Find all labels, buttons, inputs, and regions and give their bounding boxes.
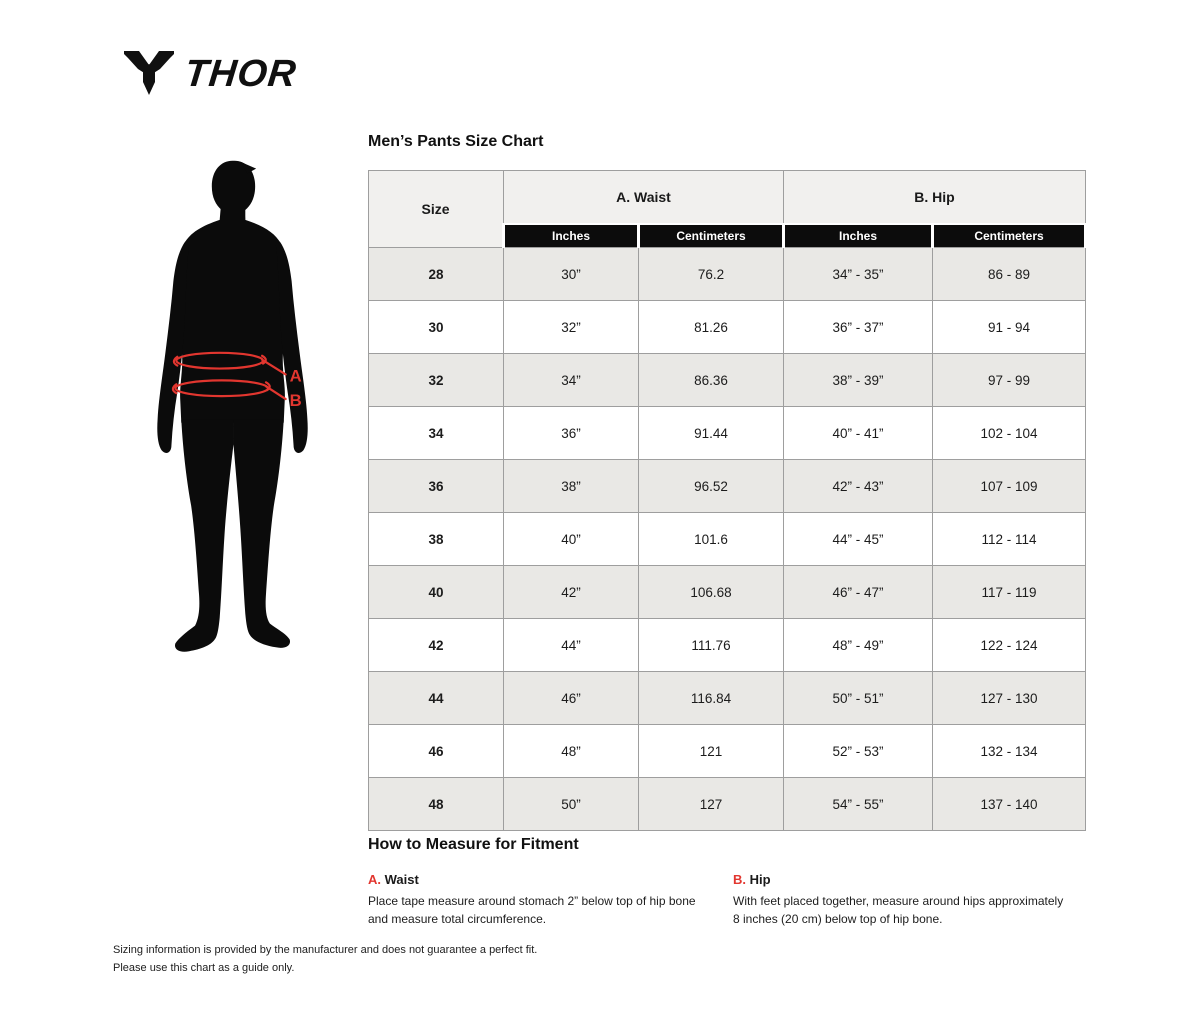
cell-waist-in: 44” xyxy=(504,619,639,672)
cell-waist-in: 48” xyxy=(504,725,639,778)
cell-hip-in: 38” - 39” xyxy=(784,354,933,407)
disclaimer xyxy=(113,942,537,977)
table-row xyxy=(369,778,1086,831)
cell-hip-cm: 117 - 119 xyxy=(933,566,1086,619)
howto-hip-name: Hip xyxy=(749,872,771,887)
cell-hip-cm: 132 - 134 xyxy=(933,725,1086,778)
thor-logo-svg xyxy=(122,44,322,98)
col-header-hip: B. Hip xyxy=(784,171,1086,225)
cell-hip-in: 40” - 41” xyxy=(784,407,933,460)
cell-size: 38 xyxy=(369,513,504,566)
cell-hip-cm: 91 - 94 xyxy=(933,301,1086,354)
page-title: Men’s Pants Size Chart xyxy=(368,133,544,150)
table-row xyxy=(369,407,1086,460)
cell-hip-cm: 112 - 114 xyxy=(933,513,1086,566)
howto-waist-name: Waist xyxy=(384,872,419,887)
cell-size: 32 xyxy=(369,354,504,407)
cell-hip-in: 48” - 49” xyxy=(784,619,933,672)
howto-hip-letter: B. xyxy=(733,872,746,887)
table-row xyxy=(369,301,1086,354)
measurement-figure xyxy=(134,155,331,655)
cell-waist-in: 36” xyxy=(504,407,639,460)
table-row xyxy=(369,566,1086,619)
table-row xyxy=(369,248,1086,301)
table-row xyxy=(369,513,1086,566)
cell-waist-in: 40” xyxy=(504,513,639,566)
subheader-waist-inches: Inches xyxy=(504,224,639,248)
cell-waist-cm: 91.44 xyxy=(639,407,784,460)
howto-waist-label xyxy=(368,872,703,887)
cell-hip-in: 44” - 45” xyxy=(784,513,933,566)
cell-size: 48 xyxy=(369,778,504,831)
cell-waist-cm: 116.84 xyxy=(639,672,784,725)
howto-hip-label xyxy=(733,872,1068,887)
size-table-container xyxy=(368,170,1087,831)
cell-waist-cm: 127 xyxy=(639,778,784,831)
table-row xyxy=(369,354,1086,407)
male-silhouette xyxy=(134,155,331,655)
table-row xyxy=(369,460,1086,513)
waist-label-a: A xyxy=(289,366,302,386)
cell-hip-in: 42” - 43” xyxy=(784,460,933,513)
cell-waist-cm: 76.2 xyxy=(639,248,784,301)
thor-wordmark: THOR xyxy=(182,53,299,95)
cell-waist-cm: 101.6 xyxy=(639,513,784,566)
hip-label-b: B xyxy=(289,390,302,410)
disclaimer-line-1: Sizing information is provided by the manufacturer and does not guarantee a perfect fit. xyxy=(113,944,538,956)
thor-horns-icon xyxy=(124,51,174,95)
howto-title: How to Measure for Fitment xyxy=(368,836,579,853)
cell-hip-in: 36” - 37” xyxy=(784,301,933,354)
cell-hip-cm: 97 - 99 xyxy=(933,354,1086,407)
cell-hip-in: 46” - 47” xyxy=(784,566,933,619)
disclaimer-line-2: Please use this chart as a guide only. xyxy=(113,961,295,974)
cell-hip-in: 34” - 35” xyxy=(784,248,933,301)
cell-hip-cm: 127 - 130 xyxy=(933,672,1086,725)
size-table-body xyxy=(369,248,1086,831)
cell-waist-cm: 96.52 xyxy=(639,460,784,513)
subheader-hip-centimeters: Centimeters xyxy=(933,224,1086,248)
cell-hip-in: 52” - 53” xyxy=(784,725,933,778)
silhouette-body xyxy=(157,161,307,652)
cell-hip-cm: 102 - 104 xyxy=(933,407,1086,460)
table-row xyxy=(369,725,1086,778)
cell-size: 40 xyxy=(369,566,504,619)
cell-waist-cm: 81.26 xyxy=(639,301,784,354)
cell-waist-cm: 121 xyxy=(639,725,784,778)
howto-section xyxy=(368,836,1088,928)
cell-size: 28 xyxy=(369,248,504,301)
cell-waist-cm: 86.36 xyxy=(639,354,784,407)
cell-waist-in: 34” xyxy=(504,354,639,407)
table-row xyxy=(369,619,1086,672)
table-header-row xyxy=(369,171,1086,225)
cell-hip-cm: 86 - 89 xyxy=(933,248,1086,301)
cell-waist-cm: 106.68 xyxy=(639,566,784,619)
table-row xyxy=(369,672,1086,725)
size-table xyxy=(368,170,1087,831)
cell-size: 34 xyxy=(369,407,504,460)
col-header-size: Size xyxy=(369,171,504,248)
cell-waist-in: 46” xyxy=(504,672,639,725)
cell-waist-in: 42” xyxy=(504,566,639,619)
cell-size: 44 xyxy=(369,672,504,725)
cell-hip-cm: 122 - 124 xyxy=(933,619,1086,672)
cell-size: 42 xyxy=(369,619,504,672)
cell-size: 36 xyxy=(369,460,504,513)
subheader-waist-centimeters: Centimeters xyxy=(639,224,784,248)
cell-size: 30 xyxy=(369,301,504,354)
cell-hip-in: 54” - 55” xyxy=(784,778,933,831)
howto-waist-letter: A. xyxy=(368,872,381,887)
cell-hip-cm: 107 - 109 xyxy=(933,460,1086,513)
cell-waist-cm: 111.76 xyxy=(639,619,784,672)
cell-waist-in: 50” xyxy=(504,778,639,831)
thor-logo xyxy=(122,44,322,98)
cell-hip-cm: 137 - 140 xyxy=(933,778,1086,831)
cell-waist-in: 38” xyxy=(504,460,639,513)
cell-size: 46 xyxy=(369,725,504,778)
col-header-waist: A. Waist xyxy=(504,171,784,225)
cell-waist-in: 32” xyxy=(504,301,639,354)
subheader-hip-inches: Inches xyxy=(784,224,933,248)
howto-waist xyxy=(368,872,703,928)
howto-hip-text: With feet placed together, measure around hips approximately 8 inches (20 cm) below top of hip bone. xyxy=(733,894,1064,926)
cell-hip-in: 50” - 51” xyxy=(784,672,933,725)
howto-hip xyxy=(733,872,1068,928)
cell-waist-in: 30” xyxy=(504,248,639,301)
howto-waist-text: Place tape measure around stomach 2” below top of hip bone and measure total circumference. xyxy=(368,894,696,926)
